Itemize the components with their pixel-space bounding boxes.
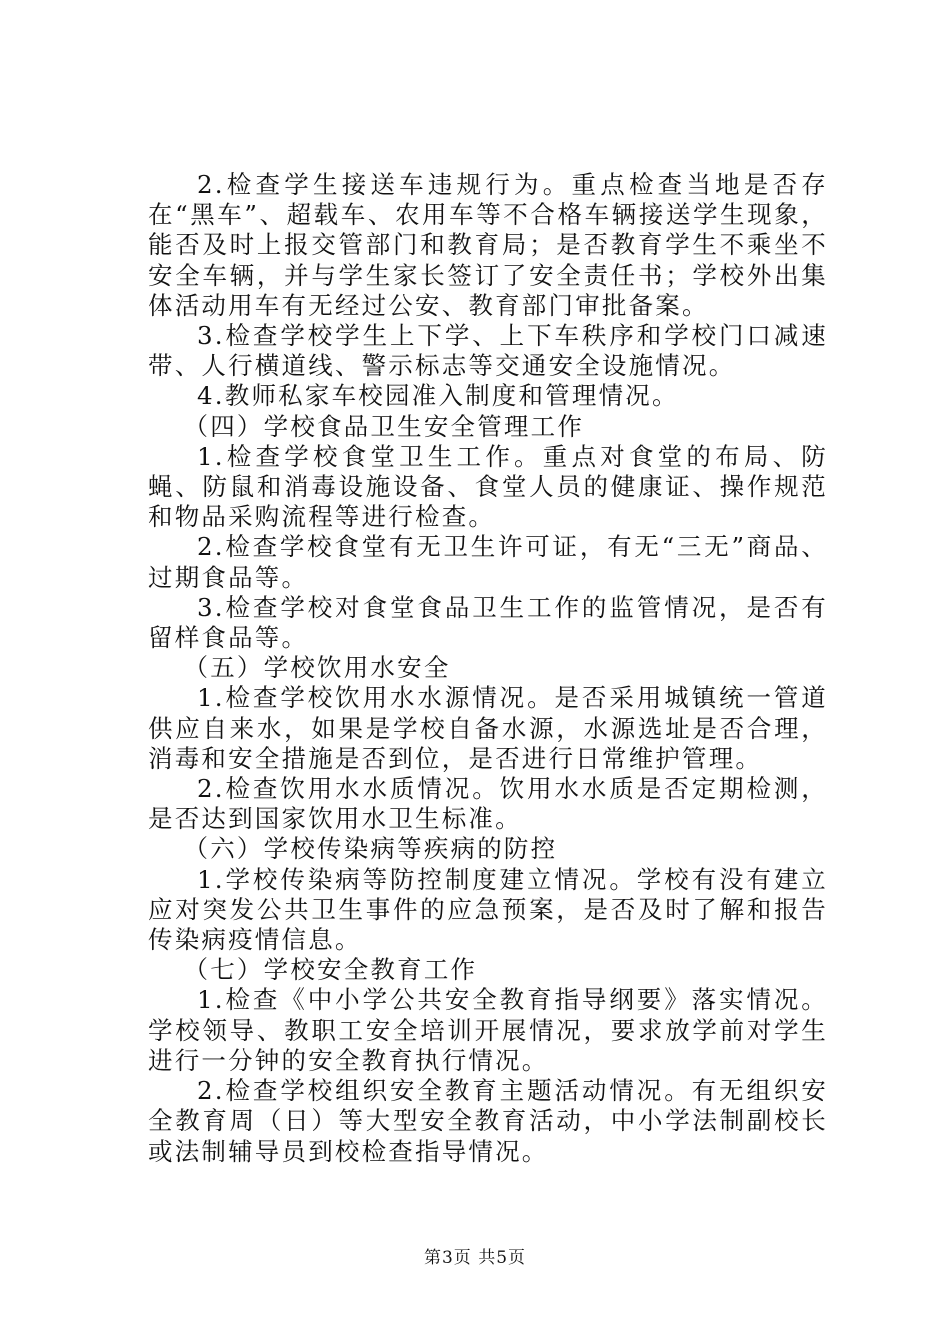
- paragraph-canteen-hygiene: 1.检查学校食堂卫生工作。重点对食堂的布局、防蝇、防鼠和消毒设施设备、食堂人员的健康证、操作规范和物品采购流程等进行检查。: [148, 441, 828, 532]
- paragraph-education-activities: 2.检查学校组织安全教育主题活动情况。有无组织安全教育周（日）等大型安全教育活动，中小学法制副校长或法制辅导员到校检查指导情况。: [148, 1076, 828, 1166]
- paragraph-traffic-order: 3.检查学校学生上下学、上下车秩序和学校门口减速带、人行横道线、警示标志等交通安全设施情况。: [148, 321, 828, 381]
- section-heading-drinking-water: （五）学校饮用水安全: [183, 653, 451, 683]
- paragraph-disease-prevention: 1.学校传染病等防控制度建立情况。学校有没有建立应对突发公共卫生事件的应急预案，是否及时了解和报告传染病疫情信息。: [148, 864, 828, 955]
- section-heading-food-safety: （四）学校食品卫生安全管理工作: [183, 411, 585, 441]
- paragraph-canteen-license: 2.检查学校食堂有无卫生许可证，有无“三无”商品、过期食品等。: [148, 532, 828, 592]
- paragraph-education-outline: 1.检查《中小学公共安全教育指导纲要》落实情况。学校领导、教职工安全培训开展情况，要求放学前对学生进行一分钟的安全教育执行情况。: [148, 985, 828, 1075]
- paragraph-water-source: 1.检查学校饮用水水源情况。是否采用城镇统一管道供应自来水，如果是学校自备水源，水源选址是否合理，消毒和安全措施是否到位，是否进行日常维护管理。: [148, 683, 828, 773]
- section-heading-disease-control: （六）学校传染病等疾病的防控: [183, 834, 558, 864]
- document-body: [148, 170, 828, 1167]
- paragraph-teacher-cars: 4.教师私家车校园准入制度和管理情况。: [197, 381, 679, 411]
- paragraph-canteen-supervision: 3.检查学校对食堂食品卫生工作的监管情况，是否有留样食品等。: [148, 592, 828, 653]
- section-heading-safety-education: （七）学校安全教育工作: [183, 955, 478, 985]
- paragraph-school-bus-violations: 2.检查学生接送车违规行为。重点检查当地是否存在“黑车”、超载车、农用车等不合格车辆接送学生现象，能否及时上报交管部门和教育局；是否教育学生不乘坐不安全车辆，并与学生家长签订了安全责任书；学校外出集体活动用车有无经过公安、教育部门审批备案。: [148, 170, 828, 320]
- paragraph-water-quality: 2.检查饮用水水质情况。饮用水水质是否定期检测，是否达到国家饮用水卫生标准。: [148, 774, 828, 834]
- page-number-footer: 第3页 共5页: [423, 1248, 527, 1268]
